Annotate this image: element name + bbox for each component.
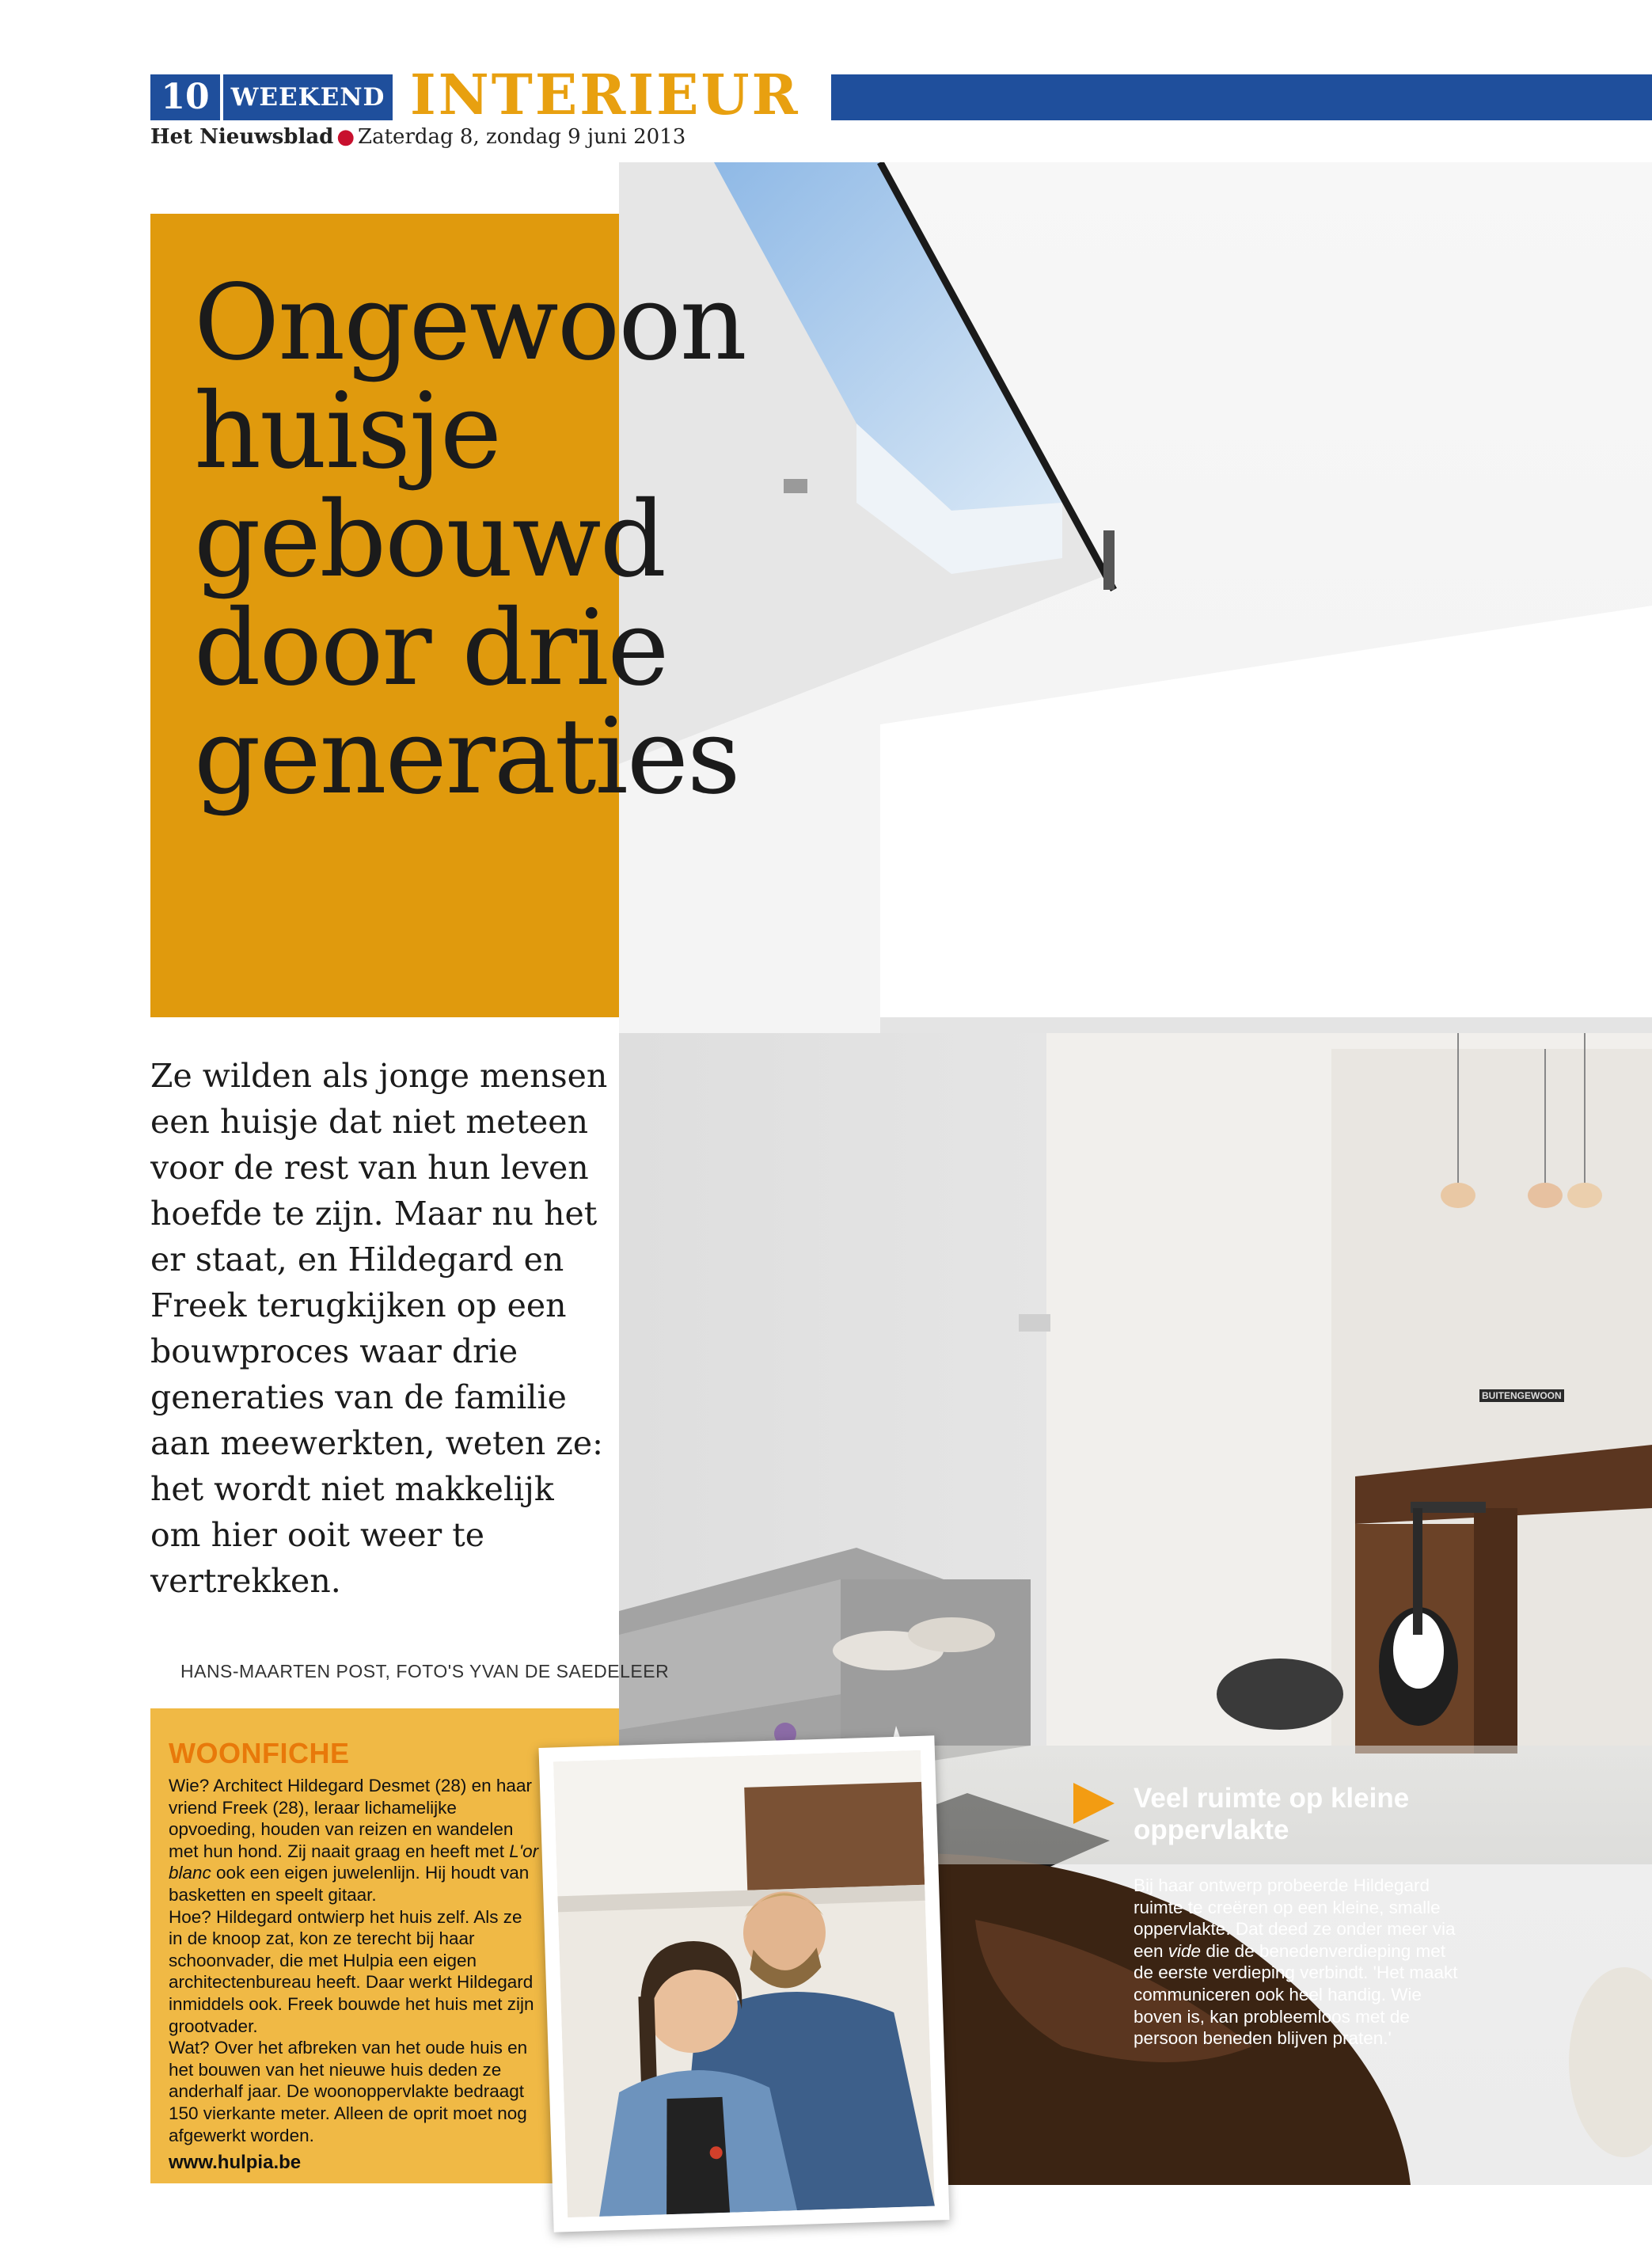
woonfiche-body [169, 1775, 541, 2146]
magazine-label: BUITENGEWOON [1479, 1389, 1564, 1402]
caption-term: vide [1168, 1940, 1202, 1961]
page-number: 10 [150, 74, 220, 120]
caption-title: Veel ruimte op kleine oppervlakte [1134, 1783, 1410, 1845]
header-bar [831, 74, 1652, 120]
woonfiche-hoe: Hoe? Hildegard ontwierp het huis zelf. Als ze in de knoop zat, kon ze terecht bij haar schoonvader, die met Hulpia een eigen architectenbureau heeft. Daar werkt Hildegard inmiddels ook. Freek bouwde het huis met zijn grootvader. [169, 1906, 534, 2036]
dateline [150, 125, 685, 149]
woonfiche-url: www.hulpia.be [169, 2152, 302, 2173]
caption-arrow-icon [1070, 1780, 1118, 1827]
article-byline: HANS-MAARTEN POST, FOTO'S YVAN DE SAEDELEER [180, 1661, 670, 1681]
caption-body [1134, 1875, 1458, 2050]
woonfiche-wie [169, 1775, 541, 1906]
article-intro: Ze wilden als jonge mensen een huisje dat niet meteen voor de rest van hun leven hoefde te zijn. Maar nu het er staat, en Hildegard en Freek terugkijken op een bouwproces waar drie generaties van de familie aan meewerkten, weten ze: het wordt niet makkelijk om hier ooit weer te vertrekken. [150, 1057, 608, 1600]
woonfiche-title: WOONFICHE [169, 1737, 350, 1769]
section-title: INTERIEUR [410, 62, 800, 127]
woonfiche-wie-text-2: ook een eigen juwelenlijn. Hij houdt van basketten en speelt gitaar. [169, 1863, 530, 1905]
article-headline: Ongewoon huisje gebouwd door drie generaties [194, 262, 746, 818]
caption-body-text: Bij haar ontwerp probeerde Hildegard ruimte te creëren op een kleine, smalle oppervlakte. Dat deed ze onder meer via een [1134, 1875, 1456, 1961]
section-label: WEEKEND [223, 74, 393, 120]
woonfiche-wat: Wat? Over het afbreken van het oude huis en het bouwen van het nieuwe huis deden ze anderhalf jaar. De woonoppervlakte bedraagt 150 vierkante meter. Alleen de oprit moet nog afgewerkt worden. [169, 2038, 528, 2145]
brand-name: L'or blanc [169, 1841, 539, 1883]
woonfiche-wie-text: Wie? Architect Hildegard Desmet (28) en haar vriend Freek (28), leraar lichamelijke opvoeding, houden van reizen en wandelen met hun hond. Zij naait graag en heeft met [169, 1776, 532, 1861]
newspaper-name: Het Nieuwsblad [150, 125, 334, 149]
bullet-icon: ● [336, 125, 355, 149]
caption-body-text-2: die de benedenverdieping met de eerste verdieping verbindt. 'Het maakt communiceren ook heel handig. Wie boven is, kan probleemloos met de persoon beneden blijven praten.' [1134, 1940, 1458, 2049]
issue-date: Zaterdag 8, zondag 9 juni 2013 [358, 125, 686, 149]
couple-photo [539, 1735, 950, 2232]
